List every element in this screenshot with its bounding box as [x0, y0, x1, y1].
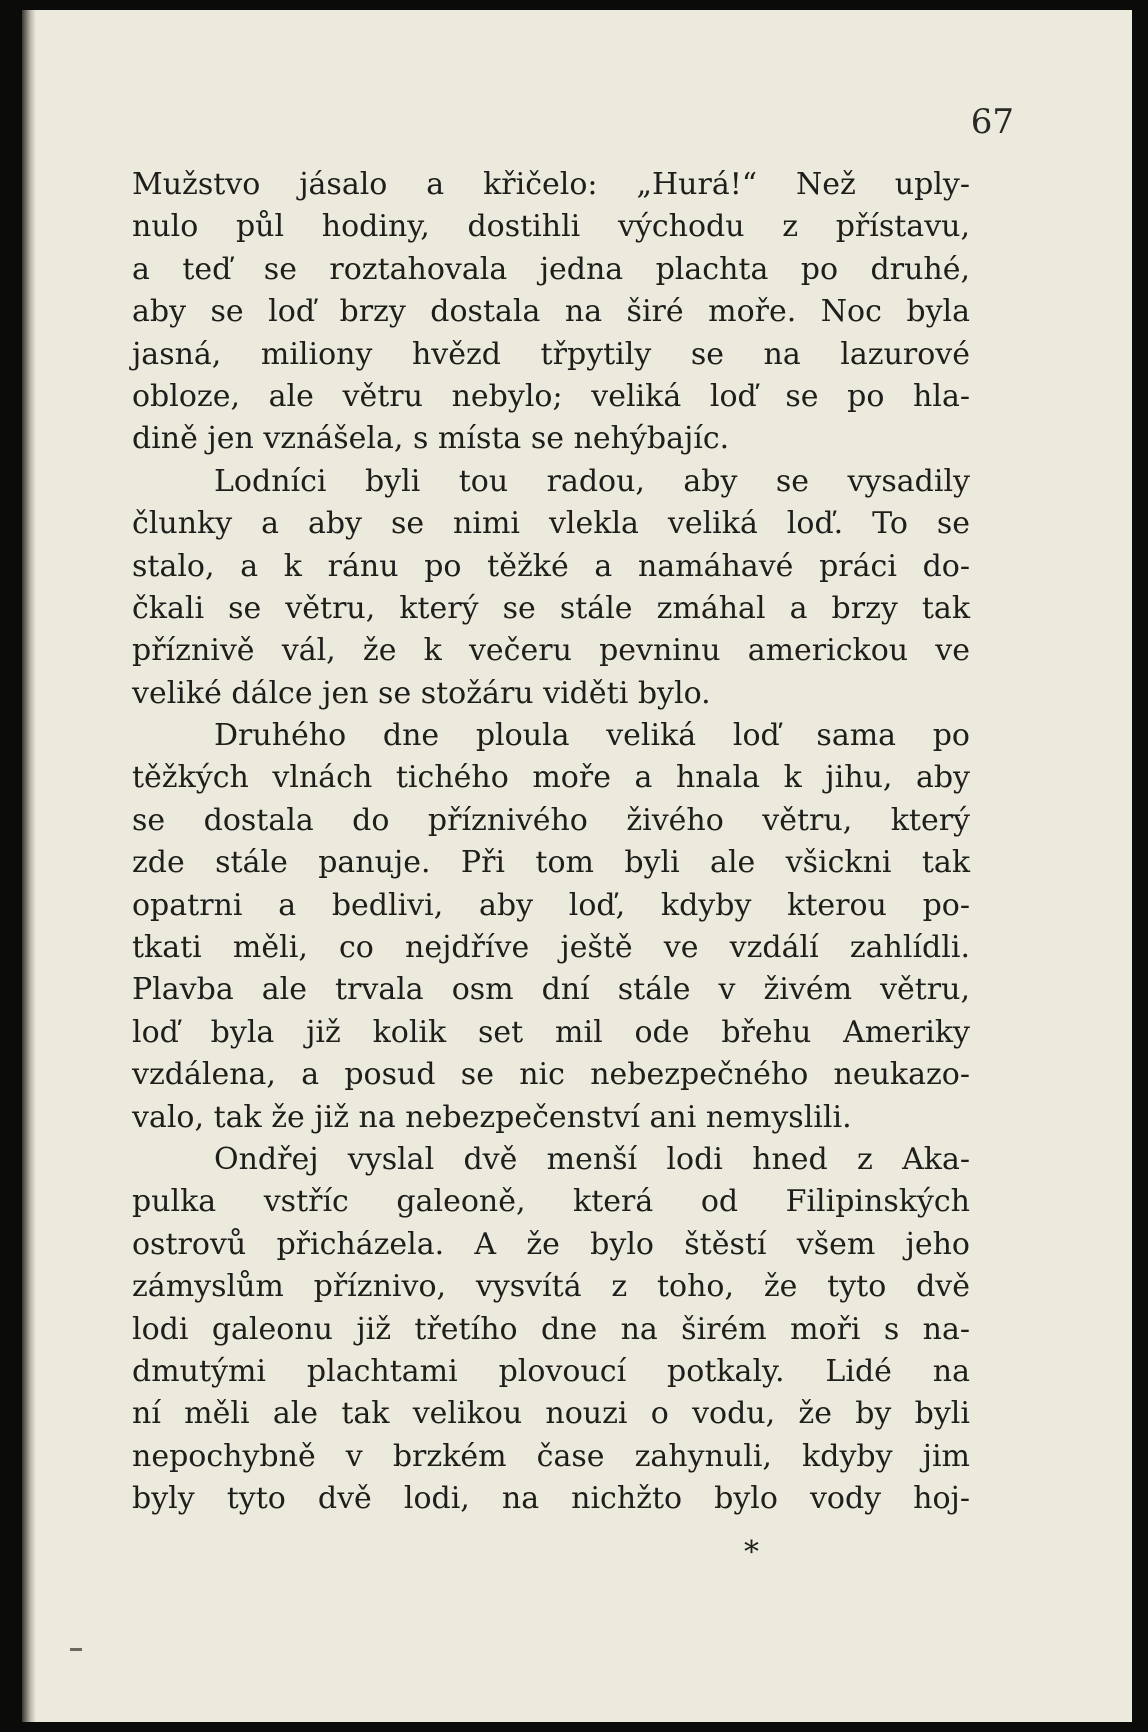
text-line: Lodníci byli tou radou, aby se vysadily [214, 463, 970, 499]
margin-mark [70, 1648, 82, 1651]
text-line: veliké dálce jen se stožáru viděti bylo. [132, 675, 711, 711]
text-line: vzdálena, a posud se nic nebezpečného neukazo- [132, 1057, 970, 1093]
text-line: zámyslům příznivo, vysvítá z toho, že tyto dvě [132, 1269, 970, 1305]
text-line: stalo, a k ránu po těžké a namáhavé práci do- [132, 548, 970, 584]
text-line: ní měli ale tak velikou nouzi o vodu, že by byli [132, 1396, 970, 1432]
text-line: aby se loď brzy dostala na širé moře. Noc byla [132, 294, 970, 330]
page-number: 67 [970, 102, 1014, 142]
text-line: a teď se roztahovala jedna plachta po druhé, [132, 251, 970, 287]
text-line: pulka vstříc galeoně, která od Filipinských [132, 1184, 970, 1220]
text-line: opatrni a bedlivi, aby loď, kdyby kterou po- [132, 887, 970, 923]
text-line: obloze, ale větru nebylo; veliká loď se po hla- [132, 378, 970, 414]
text-line: tkati měli, co nejdříve ještě ve vzdálí zahlídli. [132, 930, 970, 966]
text-line: Mužstvo jásalo a křičelo: „Hurá!“ Než uply- [132, 167, 970, 202]
book-page [22, 10, 1132, 1722]
text-line: byly tyto dvě lodi, na nichžto bylo vody hoj- [132, 1481, 970, 1517]
signature-mark: * [744, 1535, 759, 1570]
text-line: čkali se větru, který se stále zmáhal a brzy tak [132, 590, 970, 626]
text-line: člunky a aby se nimi vlekla veliká loď. To se [132, 506, 970, 542]
text-line: zde stále panuje. Při tom byli ale všickni tak [132, 845, 970, 881]
page-spine-shadow [22, 10, 36, 1722]
text-line: ostrovů přicházela. A že bylo štěstí všem jeho [132, 1226, 970, 1262]
text-line: Ondřej vyslal dvě menší lodi hned z Aka- [214, 1141, 970, 1177]
text-line: příznivě vál, že k večeru pevninu americkou ve [132, 633, 970, 669]
text-line: Plavba ale trvala osm dní stále v živém větru, [132, 972, 970, 1008]
text-line: dmutými plachtami plovoucí potkaly. Lidé na [132, 1353, 970, 1389]
text-line: nulo půl hodiny, dostihli východu z přístavu, [132, 209, 970, 245]
body-text [132, 164, 970, 1521]
text-line: jasná, miliony hvězd třpytily se na lazurové [132, 336, 970, 372]
text-line: nepochybně v brzkém čase zahynuli, kdyby jim [132, 1438, 970, 1474]
text-line: Druhého dne ploula veliká loď sama po [214, 718, 970, 754]
text-line: dině jen vznášela, s místa se nehýbajíc. [132, 421, 730, 457]
text-line: lodi galeonu již třetího dne na širém moři s na- [132, 1311, 970, 1347]
text-line: se dostala do příznivého živého větru, který [132, 802, 970, 838]
text-line: valo, tak že již na nebezpečenství ani nemyslili. [132, 1099, 852, 1135]
text-line: loď byla již kolik set mil ode břehu Ameriky [132, 1014, 970, 1050]
text-line: těžkých vlnách tichého moře a hnala k jihu, aby [132, 760, 970, 796]
